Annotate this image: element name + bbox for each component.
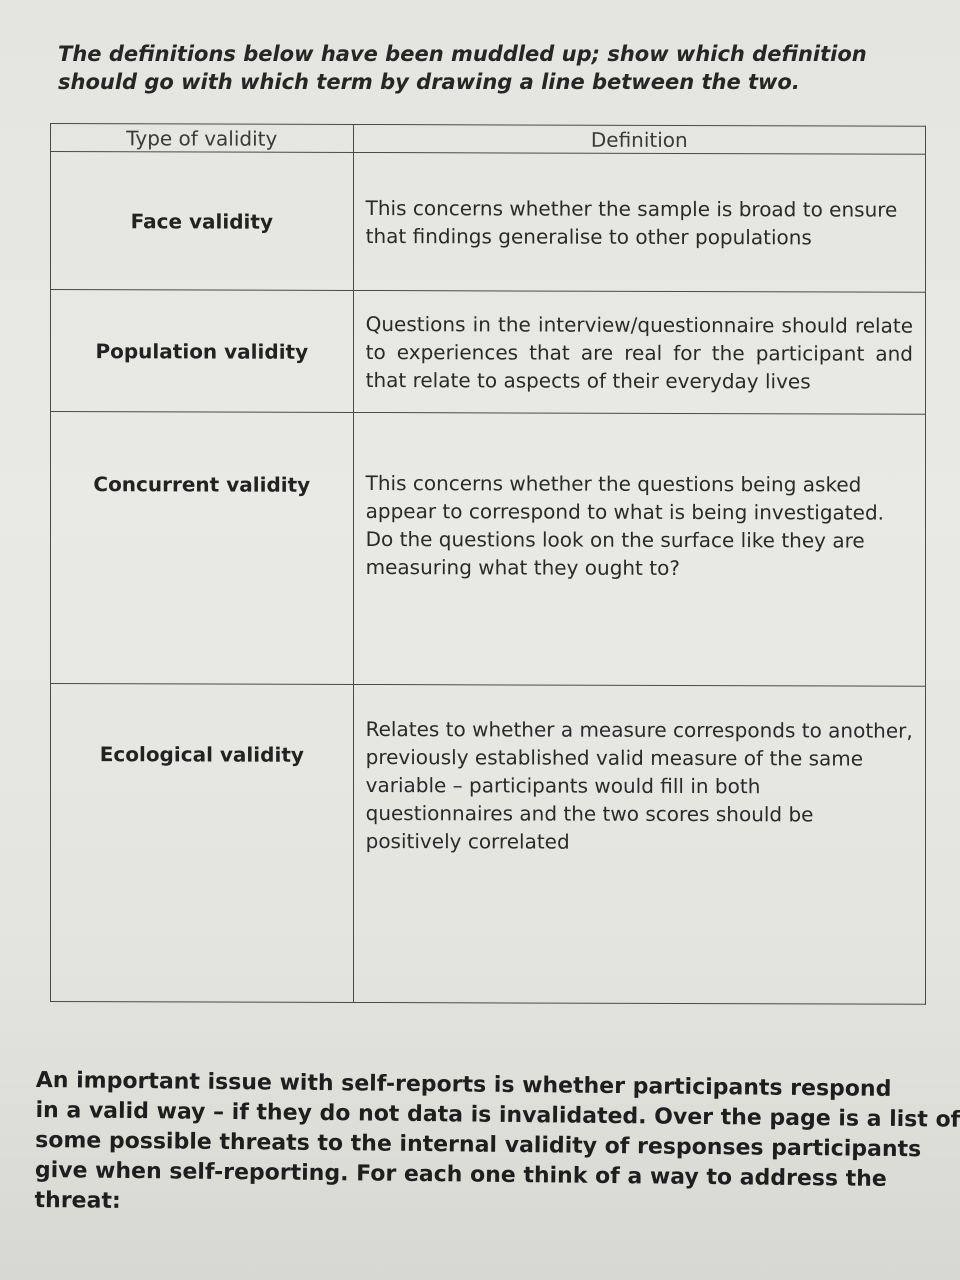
- definition-cell: Relates to whether a measure corresponds to another, previously established valid measure of the same variable – participants would fill in both questionnaires and the two scores should be positively correlated: [353, 684, 925, 1004]
- instruction-line: The definitions below have been muddled up; show which definition: [58, 42, 867, 66]
- definition-cell: Questions in the interview/questionnaire should relate to experiences that are real for the participant and that relate to aspects of their everyday lives: [353, 290, 925, 414]
- table-row: [51, 290, 926, 415]
- self-report-paragraph: [34, 1066, 960, 1226]
- instruction-text: [58, 40, 918, 96]
- table-row: [51, 684, 926, 1005]
- paragraph-line: give when self-reporting. For each one think of a way to address the: [34, 1157, 887, 1192]
- table-header-row: [51, 124, 926, 155]
- paragraph-line: in a valid way – if they do not data is invalidated. Over the page is a list of: [35, 1097, 960, 1133]
- definition-cell: This concerns whether the sample is broad to ensure that findings generalise to other populations: [353, 152, 925, 292]
- table-row: [51, 412, 926, 687]
- term-cell-concurrent-validity: Concurrent validity: [51, 412, 354, 685]
- term-cell-ecological-validity: Ecological validity: [51, 684, 354, 1003]
- term-cell-population-validity: Population validity: [51, 290, 354, 413]
- paragraph-line: threat:: [34, 1187, 121, 1214]
- validity-matching-table: [50, 123, 926, 1005]
- header-type-of-validity: Type of validity: [51, 124, 354, 153]
- paragraph-line: An important issue with self-reports is whether participants respond: [35, 1067, 892, 1102]
- term-cell-face-validity: Face validity: [51, 152, 354, 291]
- paragraph-line: some possible threats to the internal validity of responses participants: [35, 1127, 922, 1163]
- instruction-line: should go with which term by drawing a line between the two.: [58, 70, 800, 94]
- definition-cell: This concerns whether the questions being asked appear to correspond to what is being investigated. Do the questions look on the surface like they are measuring what they ought to?: [353, 412, 925, 686]
- header-definition: Definition: [353, 124, 925, 154]
- table-row: [51, 152, 926, 293]
